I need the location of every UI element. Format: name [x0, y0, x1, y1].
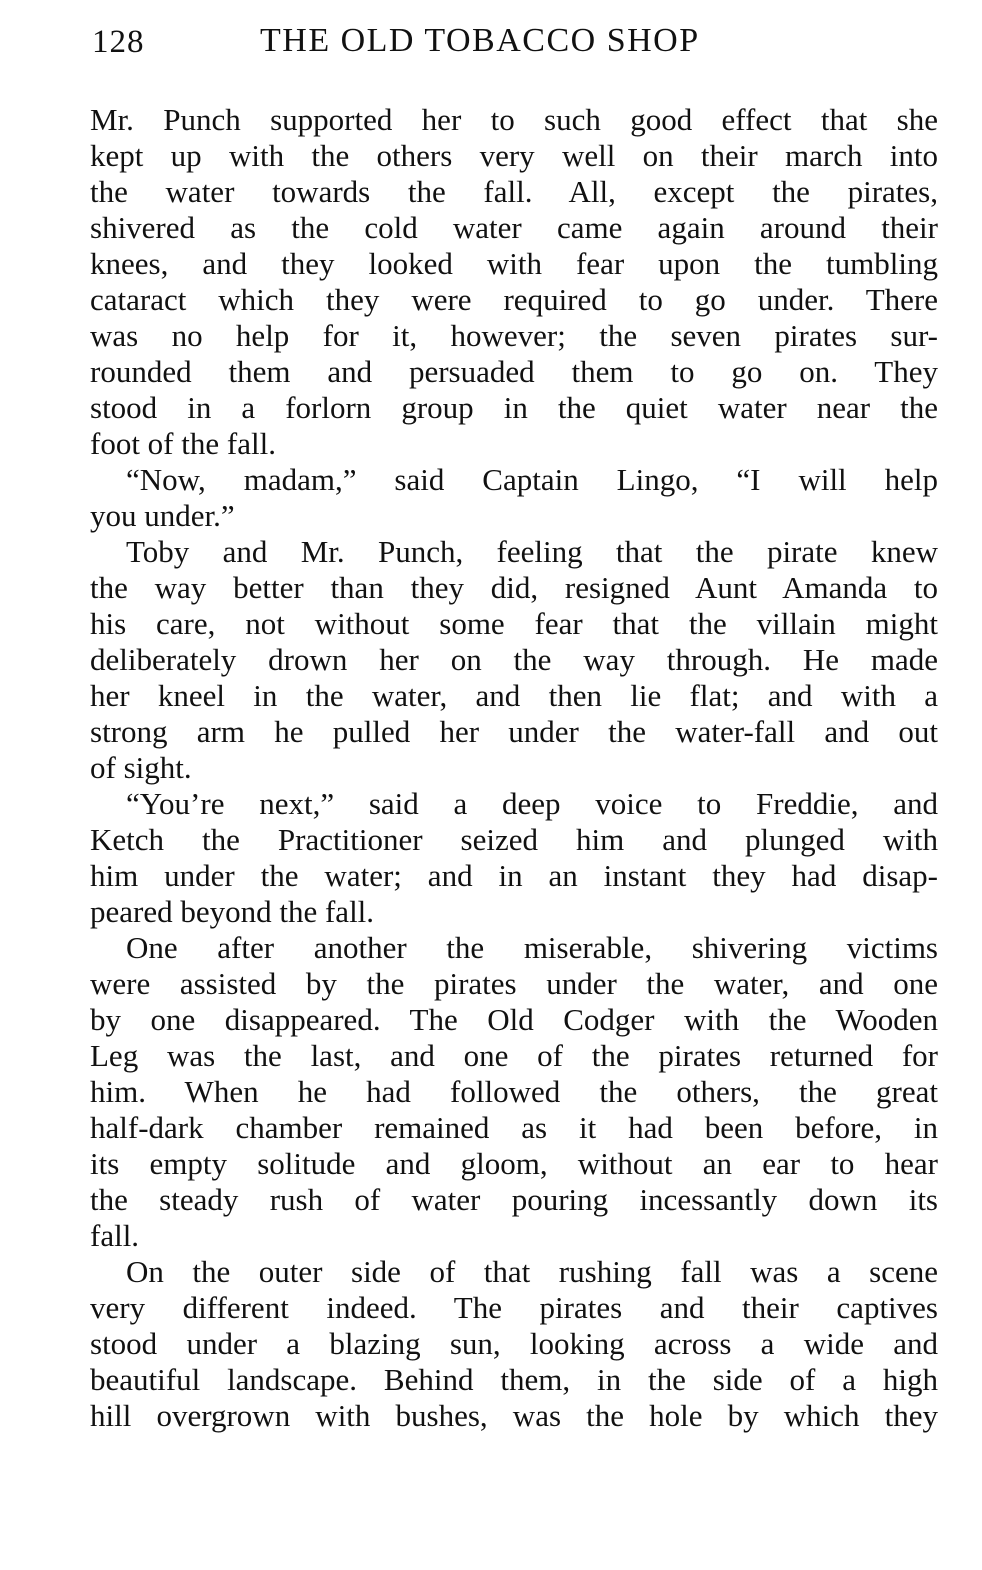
page-header [92, 22, 942, 68]
text-line: On the outer side of that rushing fall was a scene [126, 1254, 938, 1289]
text-line: the way better than they did, resigned Aunt Amanda to [90, 570, 938, 605]
text-line: beautiful landscape. Behind them, in the side of a high [90, 1362, 938, 1397]
text-line: him. When he had followed the others, the great [90, 1074, 938, 1109]
text-line: Leg was the last, and one of the pirates returned for [90, 1038, 938, 1073]
text-line: One after another the miserable, shivering victims [126, 930, 938, 965]
text-line: were assisted by the pirates under the water, and one [90, 966, 938, 1001]
text-line: by one disappeared. The Old Codger with the Wooden [90, 1002, 938, 1037]
text-line: deliberately drown her on the way through. He made [90, 642, 938, 677]
text-line: Mr. Punch supported her to such good effect that she [90, 102, 938, 137]
text-line: Ketch the Practitioner seized him and plunged with [90, 822, 938, 857]
text-line: his care, not without some fear that the villain might [90, 606, 938, 641]
text-line: you under.” [90, 498, 235, 533]
text-line: the water towards the fall. All, except the pirates, [90, 174, 938, 209]
text-line: “Now, madam,” said Captain Lingo, “I will help [126, 462, 938, 497]
text-line: her kneel in the water, and then lie flat; and with a [90, 678, 938, 713]
text-line: the steady rush of water pouring incessantly down its [90, 1182, 938, 1217]
text-line: strong arm he pulled her under the water-fall and out [90, 714, 938, 749]
text-line: him under the water; and in an instant they had disap- [90, 858, 938, 893]
text-line: stood under a blazing sun, looking across a wide and [90, 1326, 938, 1361]
text-line: stood in a forlorn group in the quiet water near the [90, 390, 938, 425]
text-line: fall. [90, 1218, 140, 1253]
text-line: was no help for it, however; the seven pirates sur- [90, 318, 938, 353]
text-line: kept up with the others very well on their march into [90, 138, 938, 173]
text-line: half-dark chamber remained as it had been before, in [90, 1110, 938, 1145]
text-line: Toby and Mr. Punch, feeling that the pirate knew [126, 534, 938, 569]
text-line: hill overgrown with bushes, was the hole by which they [90, 1398, 938, 1433]
text-line: “You’re next,” said a deep voice to Freddie, and [126, 786, 938, 821]
text-line: shivered as the cold water came again around their [90, 210, 938, 245]
text-line: its empty solitude and gloom, without an ear to hear [90, 1146, 938, 1181]
text-line: peared beyond the fall. [90, 894, 375, 929]
text-line: cataract which they were required to go under. There [90, 282, 938, 317]
text-line: rounded them and persuaded them to go on. They [90, 354, 938, 389]
text-line: very different indeed. The pirates and their captives [90, 1290, 938, 1325]
running-title: THE OLD TOBACCO SHOP [260, 22, 700, 59]
text-line: knees, and they looked with fear upon the tumbling [90, 246, 938, 281]
text-line: foot of the fall. [90, 426, 276, 461]
body-text [90, 102, 938, 1434]
text-line: of sight. [90, 750, 192, 785]
page-number: 128 [92, 24, 145, 60]
